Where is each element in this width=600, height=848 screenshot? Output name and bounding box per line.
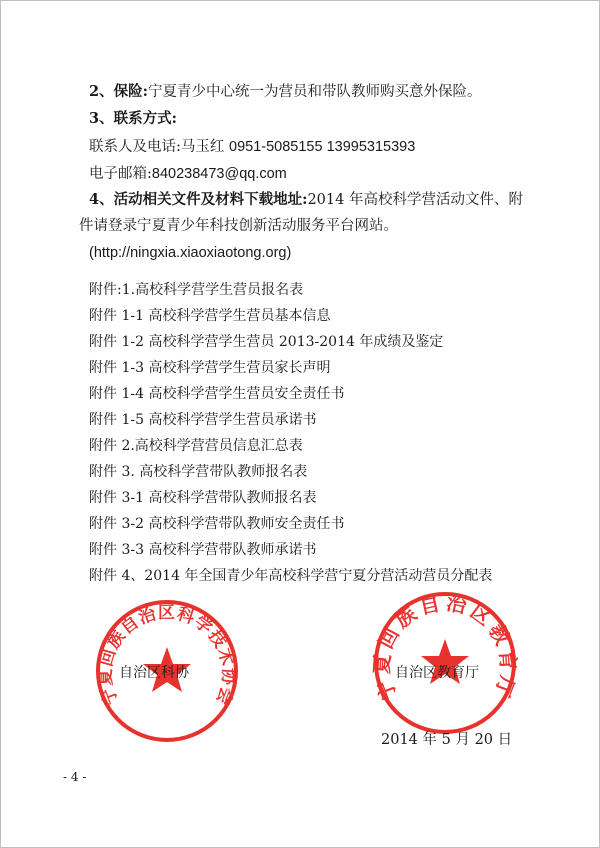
email-value: 840238473@qq.com — [151, 166, 287, 182]
attachment-item: 附件 4、2014 年全国青少年高校科学营宁夏分营活动营员分配表 — [89, 568, 493, 584]
contact-person-name: 马玉红 — [180, 139, 225, 155]
attachment-item: 附件 1-5 高校科学营学生营员承诺书 — [89, 412, 317, 428]
attachment-item: 附件 3. 高校科学营带队教师报名表 — [89, 464, 308, 480]
attachment-item: 附件 1-3 高校科学营学生营员家长声明 — [89, 360, 331, 376]
document-date: 2014 年 5 月 20 日 — [381, 732, 513, 748]
download-url: (http://ningxia.xiaoxiaotong.org) — [89, 245, 292, 261]
attachment-item: 附件 3-2 高校科学营带队教师安全责任书 — [89, 516, 345, 532]
download-heading: 4、活动相关文件及材料下载地址: — [89, 191, 308, 208]
page-number: - 4 - — [63, 770, 87, 784]
contact-person-label: 联系人及电话: — [89, 139, 181, 155]
svg-text:宁夏回族自治区科学技术协会: 宁夏回族自治区科学技术协会 — [95, 603, 239, 708]
attachment-item: 附件 3-1 高校科学营带队教师报名表 — [89, 490, 317, 506]
contact-heading — [89, 108, 177, 130]
svg-text:宁夏回族自治区教育厅: 宁夏回族自治区教育厅 — [371, 590, 519, 705]
attachment-item: 附件:1.高校科学营学生营员报名表 — [89, 282, 304, 298]
download-text-2: 件请登录宁夏青少年科技创新活动服务平台网站。 — [79, 218, 398, 234]
contact-person-line — [89, 136, 415, 158]
attachment-item: 附件 3-3 高校科学营带队教师承诺书 — [89, 542, 317, 558]
left-signature-label: 自治区科协 — [119, 665, 189, 681]
attachment-item: 附件 1-2 高校科学营学生营员 2013-2014 年成绩及鉴定 — [89, 334, 444, 350]
download-line-1 — [89, 189, 523, 211]
download-text-1: 2014 年高校科学营活动文件、附 — [307, 192, 523, 208]
attachment-item: 附件 1-1 高校科学营学生营员基本信息 — [89, 308, 331, 324]
contact-email-line — [89, 163, 287, 185]
insurance-heading: 2、保险: — [89, 83, 148, 100]
attachment-item: 附件 2.高校科学营营员信息汇总表 — [89, 438, 303, 454]
insurance-line — [89, 81, 481, 103]
insurance-text: 宁夏青少中心统一为营员和带队教师购买意外保险。 — [147, 84, 482, 100]
email-label: 电子邮箱: — [89, 166, 152, 182]
download-line-2 — [79, 215, 398, 237]
right-signature-label: 自治区教育厅 — [395, 665, 479, 681]
attachment-item: 附件 1-4 高校科学营学生营员安全责任书 — [89, 386, 345, 402]
contact-phones: 0951-5085155 13995315393 — [229, 139, 416, 155]
contact-heading-text: 3、联系方式: — [89, 110, 177, 127]
